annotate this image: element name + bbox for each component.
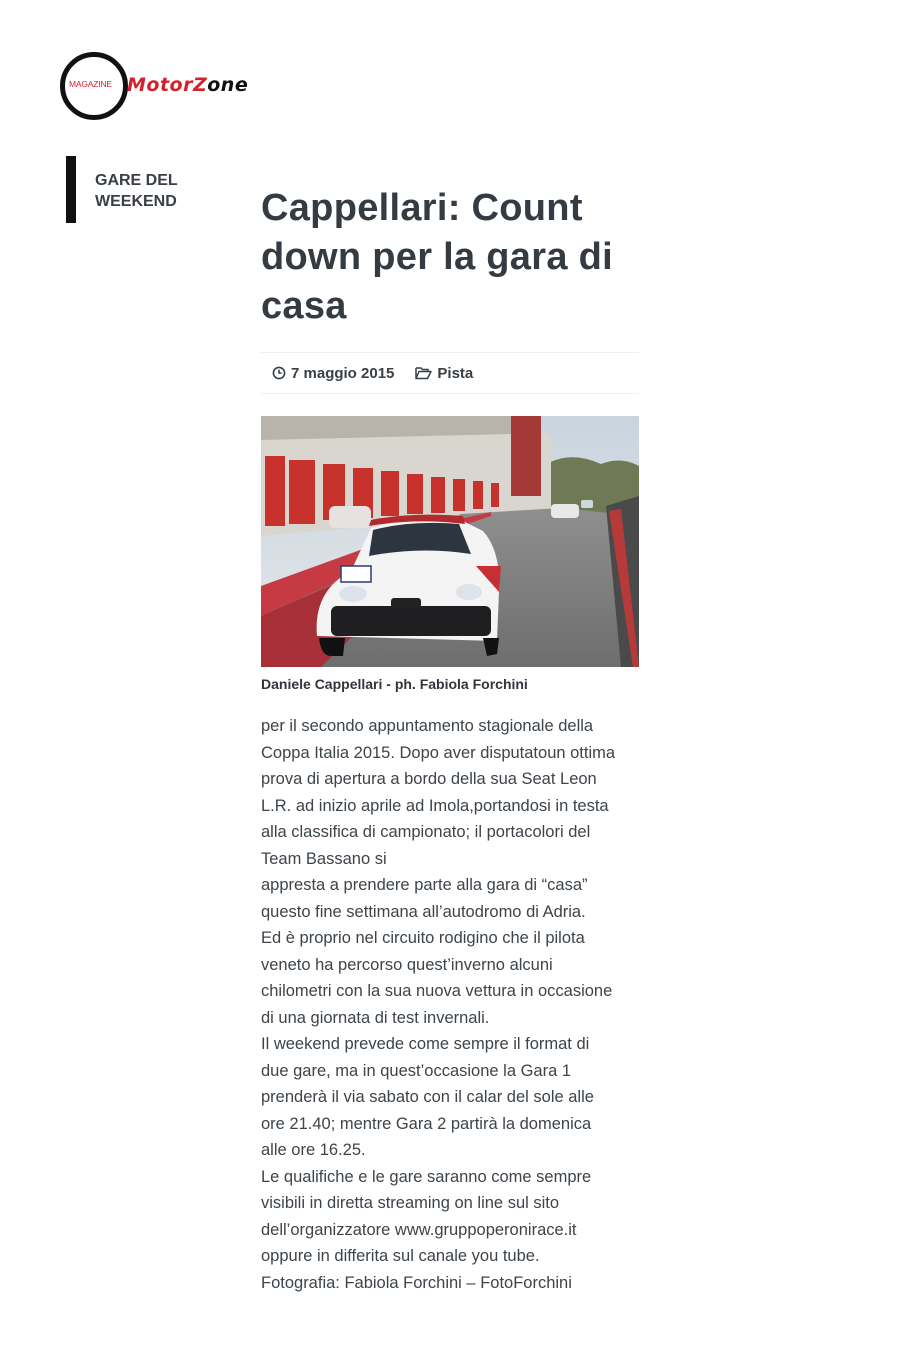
body-line: Coppa Italia 2015. Dopo aver disputatoun ottima xyxy=(261,743,616,762)
body-line: prova di apertura a bordo della sua Seat Leon xyxy=(261,770,597,788)
body-line: Il weekend prevede come sempre il format di xyxy=(261,1035,590,1053)
article-title: Cappellari: Count down per la gara di casa xyxy=(261,187,613,327)
image-caption: Daniele Cappellari - ph. Fabiola Forchini xyxy=(261,676,528,692)
folder-open-icon xyxy=(415,366,432,380)
body-line: di una giornata di test invernali. xyxy=(261,1008,490,1027)
body-line: oppure in differita sul canale you tube. xyxy=(261,1247,540,1265)
body-line: prenderà il via sabato con il calar del sole alle xyxy=(261,1088,594,1106)
body-line: Team Bassano si xyxy=(261,849,387,868)
body-line: alla classifica di campionato; il portacolori del xyxy=(261,823,591,841)
body-line: Ed è proprio nel circuito rodigino che il pilota xyxy=(261,929,585,947)
article-date xyxy=(272,365,394,382)
date-text: 7 maggio 2015 xyxy=(291,364,395,382)
body-line: dell’organizzatore www.gruppoperonirace.it xyxy=(261,1220,577,1239)
category-link[interactable]: Pista xyxy=(437,364,474,382)
body-line: veneto ha percorso quest’inverno alcuni xyxy=(261,955,553,974)
body-line: due gare, ma in quest’occasione la Gara 1 xyxy=(261,1061,572,1080)
section-label[interactable]: GARE DEL WEEKEND xyxy=(95,172,178,210)
logo-magazine-text: MAGAZINE xyxy=(69,79,112,89)
body-line: alle ore 16.25. xyxy=(261,1141,366,1159)
body-line: per il secondo appuntamento stagionale della xyxy=(261,717,594,735)
body-line: ore 21.40; mentre Gara 2 partirà la domenica xyxy=(261,1114,592,1133)
article-body xyxy=(261,713,651,1296)
body-line: visibili in diretta streaming on line sul sito xyxy=(261,1194,560,1212)
site-logo[interactable] xyxy=(60,52,260,120)
logo-wordmark: MotorZone xyxy=(127,74,249,96)
section-bar xyxy=(66,156,76,223)
body-line: L.R. ad inizio aprile ad Imola,portandosi in testa xyxy=(261,796,609,815)
body-line: Le qualifiche e le gare saranno come sempre xyxy=(261,1167,592,1186)
article-image xyxy=(261,416,639,667)
body-line: chilometri con la sua nuova vettura in occasione xyxy=(261,982,613,1000)
clock-icon xyxy=(272,366,286,380)
article-category[interactable] xyxy=(415,365,473,382)
body-line: Fotografia: Fabiola Forchini – FotoForchini xyxy=(261,1273,572,1292)
body-line: questo fine settimana all’autodromo di Adria. xyxy=(261,902,586,921)
article-meta xyxy=(261,352,639,394)
body-line: appresta a prendere parte alla gara di “casa” xyxy=(261,876,588,894)
